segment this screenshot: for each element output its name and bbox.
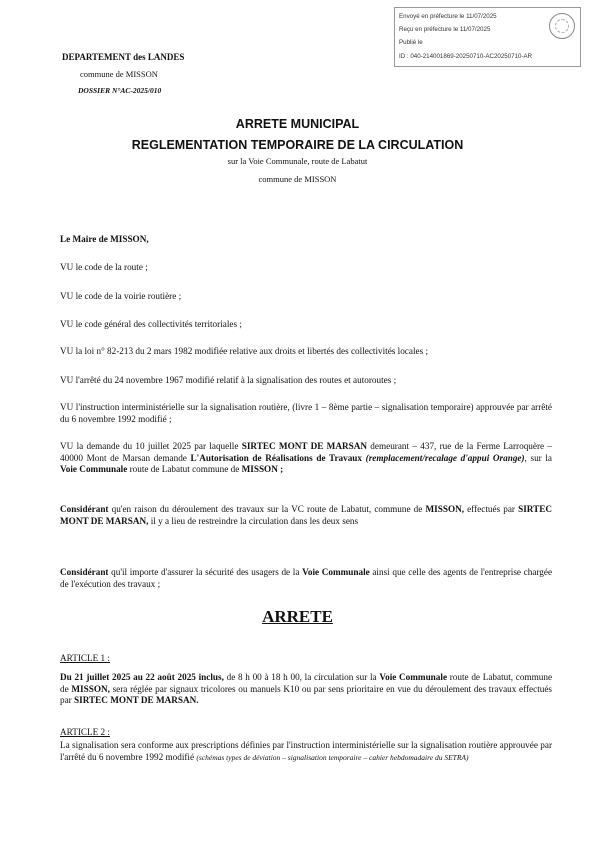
page-subtitle: REGLEMENTATION TEMPORAIRE DE LA CIRCULATION <box>131 138 464 152</box>
vu-code-voirie: VU le code de la voirie routière ; <box>60 291 182 301</box>
considerant-2: Considérant qu'il importe d'assurer la sécurité des usagers de la Voie Communale ainsi que celle des agents de l'entreprise chargée de l'exécution des travaux ; <box>60 567 553 589</box>
department: DEPARTEMENT des LANDES <box>62 52 185 62</box>
prefecture-stamp <box>394 7 581 67</box>
dossier-number: DOSSIER N°AC-2025/010 <box>78 86 162 95</box>
commune-header: commune de MISSON <box>80 69 158 79</box>
considerant-1: Considérant qu'en raison du déroulement des travaux sur la VC route de Labatut, commune de MISSON, effectués par SIRTEC MONT DE MARSAN, il y a lieu de restreindre la circulation dans les deux sens <box>60 504 553 526</box>
vu-arrete-1967: VU l'arrêté du 24 novembre 1967 modifié relatif à la signalisation des routes et autoroutes ; <box>60 375 397 385</box>
arrete-heading: ARRETE <box>262 607 333 626</box>
stamp-sent: Envoyé en préfecture le 11/07/2025 <box>399 13 497 20</box>
article-1-text: Du 21 juillet 2025 au 22 août 2025 inclus, de 8 h 00 à 18 h 00, la circulation sur la Voie Communale route de Labatut, commune de MISSON, sera réglée par signaux tricolores ou manuels K10 ou par sens prioritaire en vue du déroulement des travaux effectués par SIRTEC MONT DE MARSAN. <box>60 672 553 705</box>
article-1-title: ARTICLE 1 : <box>60 653 110 663</box>
vu-demande: VU la demande du 10 juillet 2025 par laquelle SIRTEC MONT DE MARSAN demeurant – 437, rue de la Ferme Larroquère – 40000 Mont de Marsan demande L'Autorisation de Réalisations de Travaux (remplacement/recalage d'appui Orange), sur la Voie Communale route de Labatut commune de MISSON ; <box>60 441 553 474</box>
vu-instruction: VU l'instruction interministérielle sur la signalisation routière, (livre 1 – 8ème partie – signalisation temporaire) approuvée par arrêté du 6 novembre 1992 modifié ; <box>60 402 552 424</box>
article-2-text: La signalisation sera conforme aux prescriptions définies par l'instruction interministérielle sur la signalisation routière approuvée par l'arrêté du 6 novembre 1992 modifié (schémas types de déviation – signalisation temporaire – cahier hebdomadaire du SETRA) <box>60 740 552 762</box>
maire-line: Le Maire de MISSON, <box>60 234 149 244</box>
article-2-title: ARTICLE 2 : <box>60 727 110 737</box>
vu-code-route: VU le code de la route ; <box>60 262 148 272</box>
seal-icon <box>549 13 575 39</box>
stamp-id: ID : 040-214001869-20250710-AC20250710-AR <box>399 53 533 60</box>
vu-loi-1982: VU la loi n° 82-213 du 2 mars 1982 modifiée relative aux droits et libertés des collectivités locales ; <box>60 346 429 356</box>
title-commune: commune de MISSON <box>258 174 337 184</box>
stamp-published: Publié le <box>399 39 423 46</box>
stamp-received: Reçu en préfecture le 11/07/2025 <box>399 26 491 33</box>
vu-code-collectivites: VU le code général des collectivités territoriales ; <box>60 319 242 329</box>
title-road: sur la Voie Communale, route de Labatut <box>227 156 368 166</box>
page-title: ARRETE MUNICIPAL <box>235 117 360 131</box>
